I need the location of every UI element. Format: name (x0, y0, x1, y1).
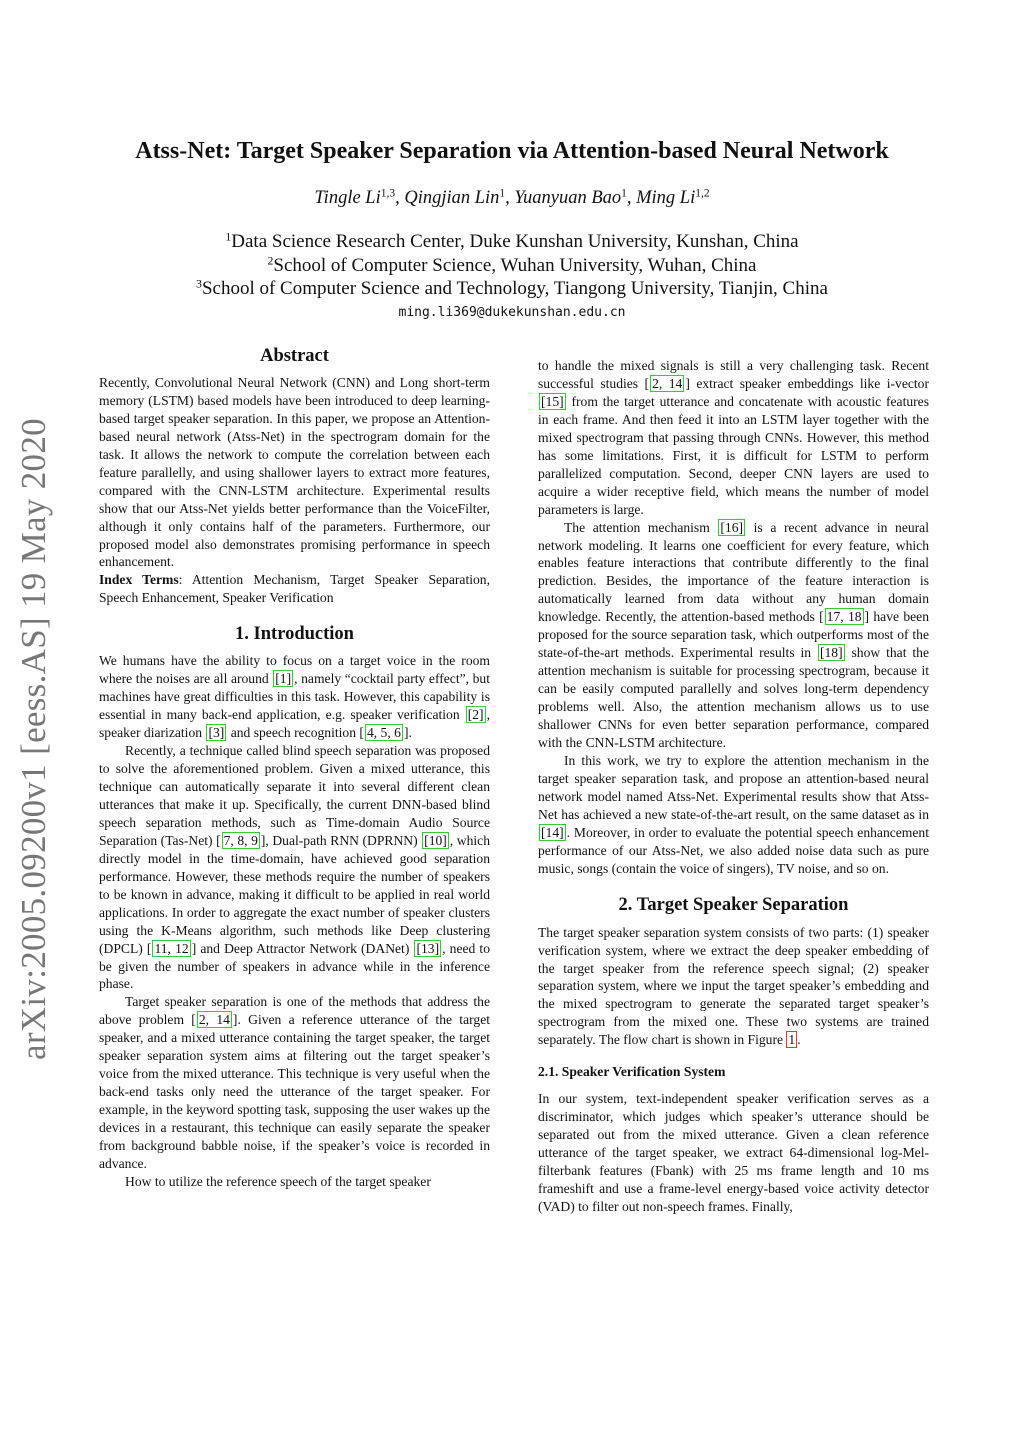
paragraph: In our system, text-independent speaker verification serves as a discriminator, which judges which speaker’s utterance should be separated out from the mixed utterance. Given a clean reference utterance of the target speaker, we extract 64-dimensional log-Mel-filterbank features (Fbank) with 25 ms frame length and 10 ms frameshift and use a frame-level energy-based voice activity detector (VAD) to filter out non-speech frames. Finally, (538, 1091, 929, 1214)
subsection-heading-speaker-verification: 2.1. Speaker Verification System (538, 1064, 726, 1080)
paragraph: In this work, we try to explore the attention mechanism in the target speaker separation task, and propose an attention-based neural network model named Atss-Net. Experimental results show that Atss-Net has achieved a new state-of-the-art result, on the same dataset as in [14] . Moreover, in order to evaluate the potential speech enhancement performance of our Atss-Net, we also added noise data such as pure music, songs (contain the voice of singers), TV noise, and so on. (538, 752, 929, 876)
affiliations (60, 230, 964, 301)
citation-link[interactable]: [16] (720, 519, 744, 535)
author-list: Tingle Li$^{1,3}$, Qingjian Lin$^1$, Yuanyuan Bao$^1$, Ming Li$^{1,2}$ (314, 187, 710, 208)
citation-link[interactable]: [10] (424, 832, 447, 848)
citation-link[interactable]: 2, 14 (198, 1012, 230, 1028)
affiliation-line: $^3$School of Computer Science and Technology, Tiangong University, Tianjin, China (196, 277, 828, 299)
paragraph: The attention mechanism [16] is a recent advance in neural network modeling. It learns one coefficient for every feature, which enables feature interactions that contribute differently to the final prediction. Besides, the importance of the feature interaction is automatically learned from data without any human domain knowledge. Recently, the attention-based methods [ 17, 18 ] have been proposed for the source separation task, which outperforms most of the state-of-the-art methods. Experimental results in [18] show that the attention mechanism is suitable for processing spectrogram, because it can be easily computed parallelly and solves long-term dependency problems well. Also, the attention mechanism allows us to use shallower CNNs for even better separation performance, compared with the CNN-LSTM architecture. (538, 519, 929, 751)
author-sup: 1,2 (695, 187, 710, 200)
citation-link[interactable]: 11, 12 (154, 940, 189, 956)
right-column (538, 357, 929, 1216)
citation-link[interactable]: [1] (275, 671, 292, 687)
citation-link[interactable]: [14] (541, 824, 564, 840)
left-column (99, 348, 490, 1191)
citation-link[interactable]: [3] (208, 725, 225, 741)
citation-link[interactable]: 4, 5, 6 (366, 725, 401, 741)
arxiv-stamp: arXiv:2005.09200v1 [eess.AS] 19 May 2020 (14, 418, 53, 1060)
paper-title: Atss-Net: Target Speaker Separation via Attention-based Neural Network (135, 138, 889, 164)
author-name: Ming Li (636, 188, 696, 208)
citation-link[interactable]: 7, 8, 9 (223, 832, 258, 848)
citation-link[interactable]: [18] (819, 645, 843, 661)
paragraph: to handle the mixed signals is still a very challenging task. Recent successful studies [ 2, 14 ] extract speaker embeddings like i-vector [15] from the target utterance and concatenate with acoustic features in each frame. And then feed it into an LSTM layer together with the mixed spectrogram that passing through CNNs. However, this method has some limitations. First, it is difficult for LSTM to perform parallelized computation. Second, deeper CNN layers are used to acquire a wider receptive field, which means the number of model parameters is large. (538, 358, 929, 517)
citation-link[interactable]: [2] (467, 707, 484, 723)
citation-link[interactable]: 17, 18 (826, 609, 862, 625)
index-terms: Index Terms: Attention Mechanism, Target Speaker Separation, Speech Enhancement, Speaker Verification (99, 572, 490, 606)
author-sup: 1 (499, 187, 506, 200)
paragraph: The target speaker separation system consists of two parts: (1) speaker verification system, where we extract the deep speaker embedding of the target speaker from the reference speech signal; (2) speaker separation system, where we input the target speaker’s embedding and the mixed spectrogram to generate the separated target speaker’s spectrogram from the mixed one. These two systems are trained separately. The flow chart is shown in Figure 1 . (538, 924, 929, 1048)
affiliation-line: $^2$School of Computer Science, Wuhan University, Wuhan, China (267, 254, 757, 276)
citation-link[interactable]: [15] (541, 393, 564, 409)
affiliation-line: $^1$Data Science Research Center, Duke Kunshan University, Kunshan, China (225, 230, 799, 252)
paragraph: We humans have the ability to focus on a target voice in the room where the noises are all around [1] , namely “cocktail party effect”, but machines have great difficulties in this task. However, this capability is essential in many back-end application, e.g. speaker verification [2] , speaker diarization [3] and speech recognition [ 4, 5, 6 ]. (99, 653, 490, 741)
abstract-text: Recently, Convolutional Neural Network (CNN) and Long short-term memory (LSTM) based models have been introduced to deep learning-based target speaker separation. In this paper, we propose an Attention-based neural network (Atss-Net) in the spectrogram domain for the task. It allows the network to compute the correlation between each feature parallelly, and using shallower layers to extract more features, compared with the CNN-LSTM architecture. Experimental results show that our Atss-Net yields better performance than the VoiceFilter, although it only contains half of the parameters. Furthermore, our proposed model also demonstrates promising performance in speech enhancement. (99, 374, 490, 570)
author-name: Tingle Li (314, 188, 381, 208)
abstract-heading: Abstract (260, 346, 329, 366)
section-heading-introduction: 1. Introduction (235, 624, 354, 645)
paragraph: How to utilize the reference speech of the target speaker (125, 1173, 431, 1189)
author-name: Yuanyuan Bao (514, 188, 622, 208)
contact-email: ming.li369@dukekunshan.edu.cn (398, 305, 626, 320)
paragraph: Recently, a technique called blind speech separation was proposed to solve the aforementioned problem. Given a mixed utterance, this technique can automatically separate it into several different clean utterances that make it up. Specifically, the current DNN-based blind speech separation methods, such as Time-domain Audio Source Separation (Tas-Net) [ 7, 8, 9 ], Dual-path RNN (DPRNN) [10] , which directly model in the time-domain, have achieved good separation performance. However, these methods require the number of speakers to be known in advance, making it difficult to be applied in real world applications. In order to aggregate the exact number of speaker clusters using the K-Means algorithm, such methods like Deep clustering (DPCL) [ 11, 12 ] and Deep Attractor Network (DANet) [13] , need to be given the number of speakers in advance while in the inference phase. (99, 743, 491, 992)
paragraph: Target speaker separation is one of the methods that address the above problem [ 2, 14 ]. Given a reference utterance of the target speaker, and a mixed utterance containing the target speaker, the target speaker separation system aims at filtering out the target speaker’s voice from the mixed utterance. This technique is very useful when the back-end tasks only need the utterance of the target speaker. For example, in the keyword spotting task, supposing the user wakes up the devices in a restaurant, this technique can easily separate the speaker from background babble noise, if the speaker’s voice is recorded in advance. (99, 994, 491, 1171)
citation-link[interactable]: [13] (416, 940, 440, 956)
figure-link[interactable]: 1 (788, 1032, 796, 1048)
author-name: Qingjian Lin (404, 188, 500, 208)
citation-link[interactable]: 2, 14 (652, 375, 683, 391)
author-sup: 1 (621, 187, 627, 200)
author-sup: 1,3 (380, 187, 396, 200)
section-heading-target-speaker-separation: 2. Target Speaker Separation (618, 894, 849, 915)
